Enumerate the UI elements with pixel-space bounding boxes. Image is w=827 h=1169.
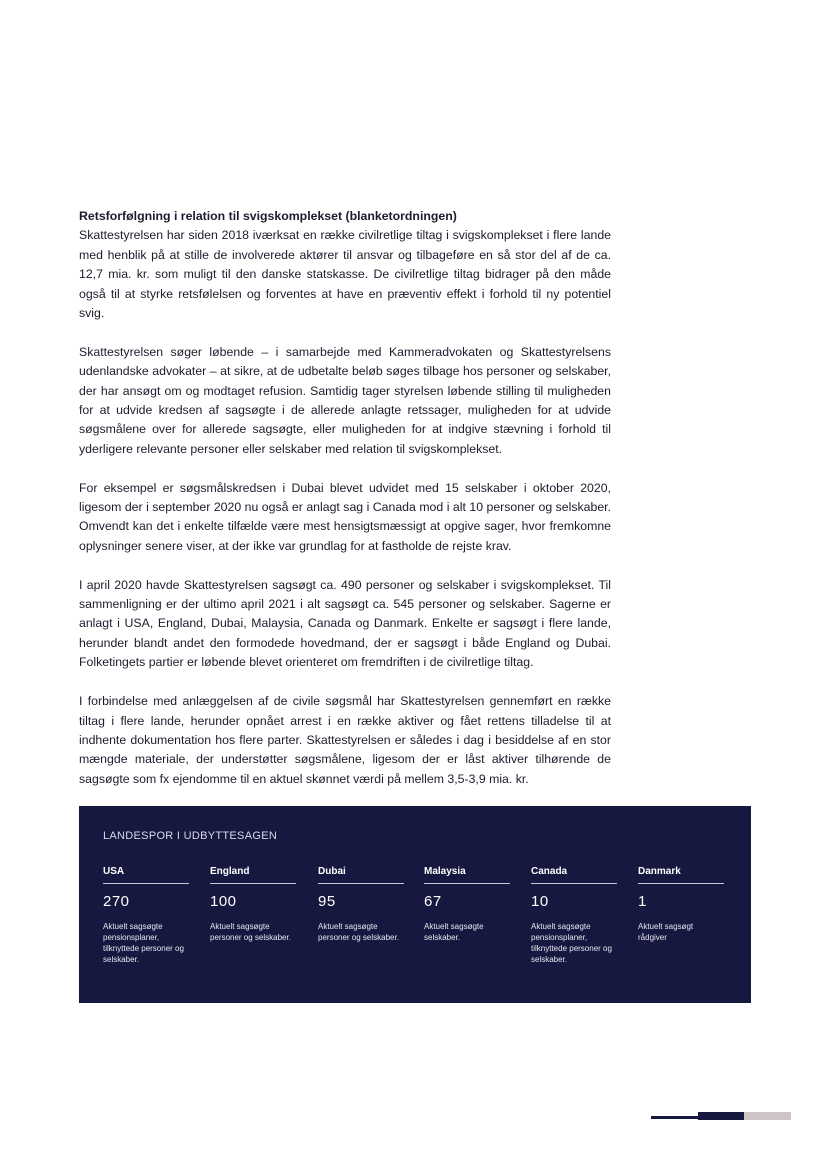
article (79, 207, 611, 809)
country-description: Aktuelt sagsøgte selskaber. (424, 922, 484, 942)
paragraph-4: I april 2020 havde Skattestyrelsen sagsøgt ca. 490 personer og selskaber i svigskomplekset. Til sammenligning er der ultimo april 2021 i alt sagsøgt ca. 545 personer og selskaber. Sagerne er anlagt i USA, England, Dubai, Malaysia, Canada og Danmark. Enkelte er sagsøgt i flere lande, herunder blandt andet den formodede hovedmand, der er sagsøgt i både England og Dubai. Folketingets partier er løbende blevet orienteret om fremdriften i de civilretlige tiltag. (79, 577, 611, 670)
country-description: Aktuelt sagsøgte personer og selskaber. (210, 922, 291, 942)
country-name: Malaysia (424, 866, 510, 884)
paragraph-5: I forbindelse med anlæggelsen af de civile søgsmål har Skattestyrelsen gennemført en række tiltag i flere lande, herunder opnået arrest i en række aktiver og fået rettens tilladelse til at indhente dokumentation hos flere parter. Skattestyrelsen er således i dag i besiddelse af en stor mængde materiale, der understøtter søgsmålene, ligesom der er låst aktiver tilhørende de sagsøgte som fx ejendomme til en aktuel skønnet værdi på mellem 3,5-3,9 mia. kr. (79, 694, 611, 786)
footer-decoration-line (651, 1116, 698, 1119)
country-name: Canada (531, 866, 617, 884)
country-column-usa (103, 866, 189, 965)
country-description: Aktuelt sagsøgte pensionsplaner, tilknyttede personer og selskaber. (531, 922, 612, 964)
country-column-danmark (638, 866, 724, 943)
country-name: Danmark (638, 866, 724, 884)
country-count: 67 (424, 893, 442, 910)
country-count: 100 (210, 893, 237, 910)
paragraph-3: For eksempel er søgsmålskredsen i Dubai blevet udvidet med 15 selskaber i oktober 2020, ligesom der i september 2020 nu også er anlagt sag i Canada mod i alt 10 personer og selskaber. Omvendt kan det i enkelte tilfælde være mest hensigtsmæssigt at opgive sager, hvor fremkomne oplysninger senere viser, at der ikke var grundlag for at fastholde de rejste krav. (79, 480, 611, 553)
footer-decoration-block-dark (698, 1112, 744, 1120)
panel-title: LANDESPOR I UDBYTTESAGEN (103, 830, 278, 842)
country-description: Aktuelt sagsøgte pensionsplaner, tilknyttede personer og selskaber. (103, 922, 184, 964)
country-column-england (210, 866, 296, 943)
country-description: Aktuelt sagsøgte personer og selskaber. (318, 922, 399, 942)
country-count: 270 (103, 893, 130, 910)
footer-decoration-block-light (744, 1112, 791, 1120)
paragraph-2: Skattestyrelsen søger løbende – i samarbejde med Kammeradvokaten og Skattestyrelsens udenlandske advokater – at sikre, at de udbetalte beløb søges tilbage hos personer og selskaber, der har ansøgt om og modtaget refusion. Samtidig tager styrelsen løbende stilling til muligheden for at udvide kredsen af sagsøgte i de allerede anlagte retssager, muligheden for at udvide søgsmålene over for allerede sagsøgte, eller muligheden for at indgive stævning i forhold til yderligere relevante personer eller selskaber med relation til svigskomplekset. (79, 344, 611, 456)
country-name: England (210, 866, 296, 884)
country-column-canada (531, 866, 617, 965)
country-name: Dubai (318, 866, 404, 884)
country-count: 10 (531, 893, 549, 910)
country-count: 1 (638, 893, 647, 910)
section-heading: Retsforfølgning i relation til svigskomplekset (blanketordningen) (79, 209, 457, 223)
country-column-dubai (318, 866, 404, 943)
country-name: USA (103, 866, 189, 884)
country-columns (103, 866, 727, 996)
paragraph-1: Skattestyrelsen har siden 2018 iværksat en række civilretlige tiltag i svigskomplekset i flere lande med henblik på at stille de involverede aktører til ansvar og tilbageføre en så stor del af de ca. 12,7 mia. kr. som muligt til den danske statskasse. De civilretlige tiltag bidrager på den måde også til at styrke retsfølelsen og forventes at have en præventiv effekt i forhold til ny potentiel svig. (79, 228, 611, 321)
country-description: Aktuelt sagsøgt rådgiver (638, 922, 694, 942)
country-tracks-panel (79, 806, 751, 1003)
country-column-malaysia (424, 866, 510, 943)
country-count: 95 (318, 893, 336, 910)
